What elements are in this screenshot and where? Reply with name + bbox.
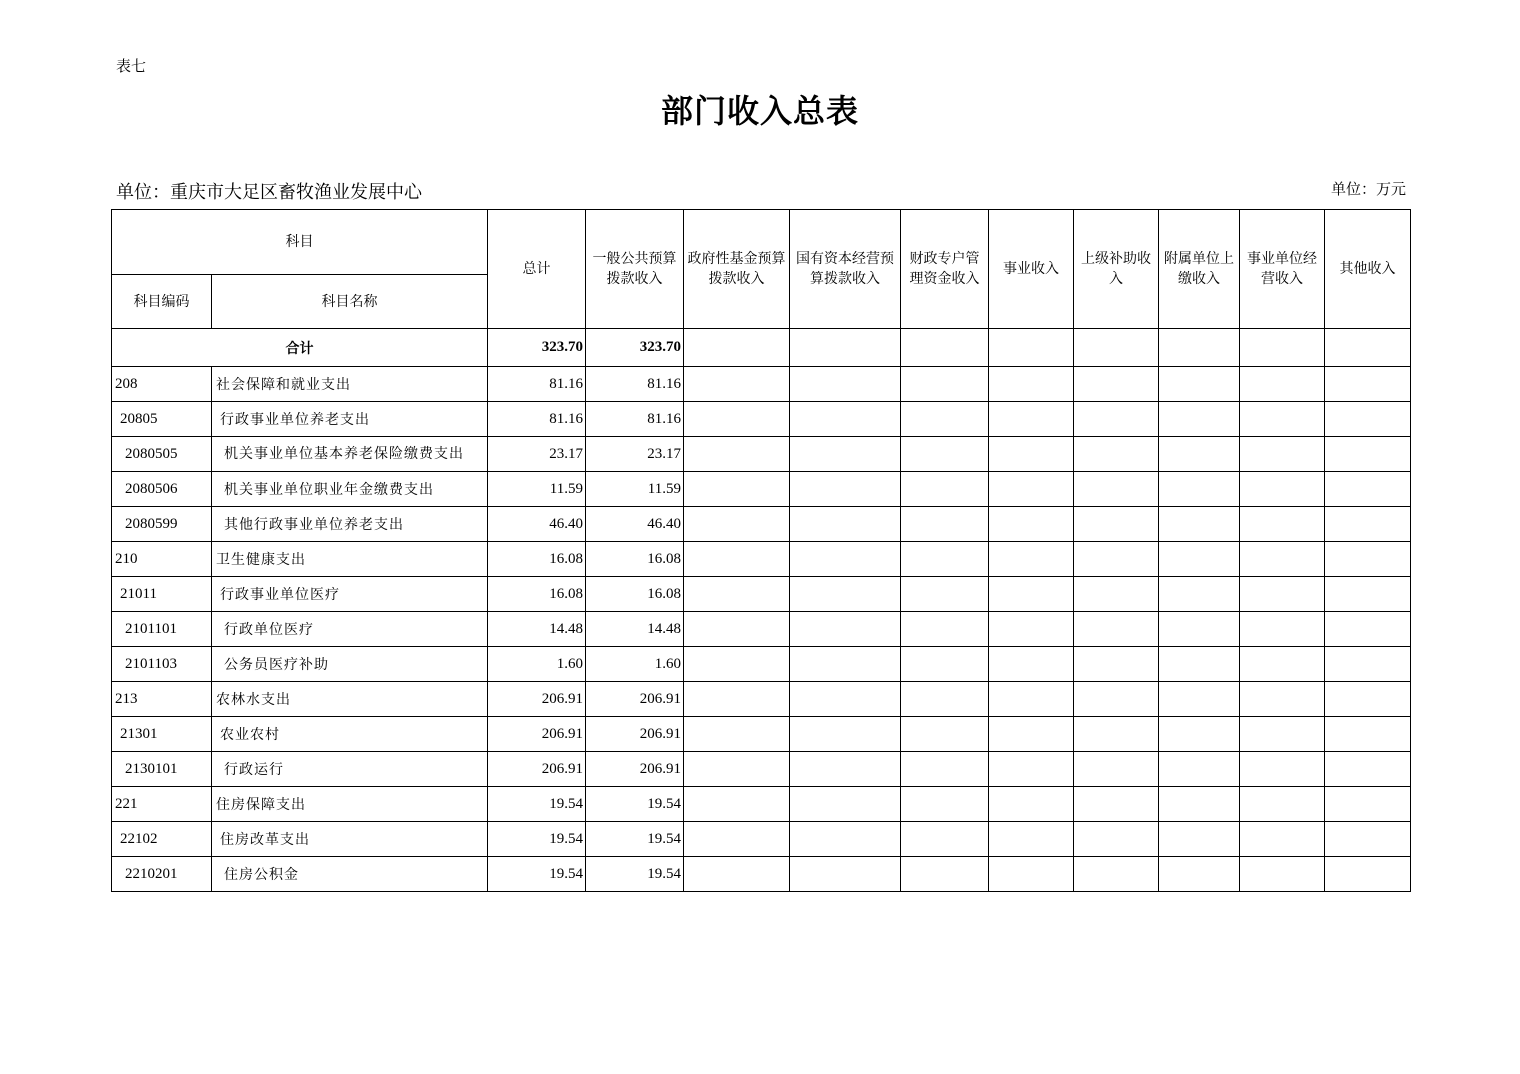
subject-code-cell: 21011 xyxy=(112,577,212,612)
total-amount-cell: 11.59 xyxy=(488,472,586,507)
header-gov-fund: 政府性基金预算拨款收入 xyxy=(684,210,790,329)
empty-cell xyxy=(790,542,901,577)
empty-cell xyxy=(989,402,1074,437)
subject-code-cell: 2080599 xyxy=(112,507,212,542)
empty-cell xyxy=(790,752,901,787)
empty-cell xyxy=(1159,787,1240,822)
subject-code-cell: 210 xyxy=(112,542,212,577)
unit-organization: 单位：重庆市大足区畜牧渔业发展中心 xyxy=(116,182,422,203)
empty-cell xyxy=(901,682,989,717)
empty-cell xyxy=(790,822,901,857)
empty-cell xyxy=(684,857,790,892)
empty-cell xyxy=(684,647,790,682)
empty-cell xyxy=(1325,437,1411,472)
empty-cell xyxy=(1325,472,1411,507)
subject-name-cell: 机关事业单位基本养老保险缴费支出 xyxy=(212,437,488,472)
empty-cell xyxy=(1325,787,1411,822)
general-budget-cell: 19.54 xyxy=(586,787,684,822)
empty-cell xyxy=(1074,857,1159,892)
empty-cell xyxy=(1240,507,1325,542)
empty-cell xyxy=(1240,577,1325,612)
empty-cell xyxy=(1325,717,1411,752)
empty-cell xyxy=(901,787,989,822)
empty-cell xyxy=(901,857,989,892)
empty-cell xyxy=(1159,857,1240,892)
general-budget-cell: 206.91 xyxy=(586,752,684,787)
empty-cell xyxy=(1159,437,1240,472)
empty-cell xyxy=(901,402,989,437)
empty-cell xyxy=(989,787,1074,822)
empty-cell xyxy=(1074,612,1159,647)
subject-code-cell: 2080505 xyxy=(112,437,212,472)
empty-cell xyxy=(1074,682,1159,717)
table-row xyxy=(112,612,1411,647)
subject-name-cell: 行政运行 xyxy=(212,752,488,787)
general-budget-cell: 19.54 xyxy=(586,857,684,892)
empty-cell xyxy=(1240,437,1325,472)
empty-cell xyxy=(989,717,1074,752)
table-row xyxy=(112,472,1411,507)
subject-code-cell: 2130101 xyxy=(112,752,212,787)
empty-cell xyxy=(1325,647,1411,682)
general-budget-cell: 206.91 xyxy=(586,682,684,717)
empty-cell xyxy=(1159,822,1240,857)
empty-cell xyxy=(989,329,1074,367)
subject-name-cell: 住房改革支出 xyxy=(212,822,488,857)
empty-cell xyxy=(1159,577,1240,612)
total-amount-cell: 23.17 xyxy=(488,437,586,472)
general-budget-cell: 46.40 xyxy=(586,507,684,542)
empty-cell xyxy=(790,437,901,472)
table-row xyxy=(112,437,1411,472)
empty-cell xyxy=(684,402,790,437)
empty-cell xyxy=(790,402,901,437)
empty-cell xyxy=(684,612,790,647)
table-row xyxy=(112,367,1411,402)
general-budget-cell: 1.60 xyxy=(586,647,684,682)
empty-cell xyxy=(684,577,790,612)
empty-cell xyxy=(1240,647,1325,682)
empty-cell xyxy=(1240,402,1325,437)
empty-cell xyxy=(1240,367,1325,402)
empty-cell xyxy=(1325,577,1411,612)
empty-cell xyxy=(684,752,790,787)
empty-cell xyxy=(989,612,1074,647)
empty-cell xyxy=(1325,507,1411,542)
page-title: 部门收入总表 xyxy=(660,92,859,130)
empty-cell xyxy=(1074,752,1159,787)
total-amount-cell: 16.08 xyxy=(488,577,586,612)
empty-cell xyxy=(1240,787,1325,822)
table-row xyxy=(112,402,1411,437)
table-row xyxy=(112,787,1411,822)
empty-cell xyxy=(1159,367,1240,402)
total-amount-cell: 206.91 xyxy=(488,752,586,787)
empty-cell xyxy=(1159,647,1240,682)
total-label: 合计 xyxy=(112,329,488,367)
total-amount: 323.70 xyxy=(488,329,586,367)
empty-cell xyxy=(790,367,901,402)
total-amount-cell: 206.91 xyxy=(488,717,586,752)
empty-cell xyxy=(989,437,1074,472)
empty-cell xyxy=(1159,472,1240,507)
subject-name-cell: 行政单位医疗 xyxy=(212,612,488,647)
empty-cell xyxy=(790,329,901,367)
empty-cell xyxy=(1074,647,1159,682)
table-row xyxy=(112,752,1411,787)
general-budget-cell: 19.54 xyxy=(586,822,684,857)
subject-code-cell: 2101101 xyxy=(112,612,212,647)
empty-cell xyxy=(1240,857,1325,892)
empty-cell xyxy=(1325,367,1411,402)
general-budget-cell: 81.16 xyxy=(586,367,684,402)
total-general-budget: 323.70 xyxy=(586,329,684,367)
table-row xyxy=(112,857,1411,892)
empty-cell xyxy=(1159,329,1240,367)
header-business-income: 事业收入 xyxy=(989,210,1074,329)
subject-name-cell: 公务员医疗补助 xyxy=(212,647,488,682)
total-row xyxy=(112,329,1411,367)
general-budget-cell: 23.17 xyxy=(586,437,684,472)
empty-cell xyxy=(901,367,989,402)
subject-code-cell: 20805 xyxy=(112,402,212,437)
general-budget-cell: 11.59 xyxy=(586,472,684,507)
table-row xyxy=(112,577,1411,612)
empty-cell xyxy=(684,472,790,507)
empty-cell xyxy=(989,647,1074,682)
empty-cell xyxy=(1325,682,1411,717)
empty-cell xyxy=(1074,437,1159,472)
header-state-capital: 国有资本经营预算拨款收入 xyxy=(790,210,901,329)
empty-cell xyxy=(989,472,1074,507)
empty-cell xyxy=(901,329,989,367)
empty-cell xyxy=(790,472,901,507)
empty-cell xyxy=(1074,507,1159,542)
empty-cell xyxy=(1240,329,1325,367)
subject-name-cell: 住房保障支出 xyxy=(212,787,488,822)
subject-name-cell: 行政事业单位养老支出 xyxy=(212,402,488,437)
subject-code-cell: 2101103 xyxy=(112,647,212,682)
general-budget-cell: 14.48 xyxy=(586,612,684,647)
empty-cell xyxy=(1240,822,1325,857)
subject-name-cell: 行政事业单位医疗 xyxy=(212,577,488,612)
empty-cell xyxy=(1159,612,1240,647)
empty-cell xyxy=(1159,717,1240,752)
empty-cell xyxy=(1074,329,1159,367)
empty-cell xyxy=(1074,367,1159,402)
general-budget-cell: 16.08 xyxy=(586,542,684,577)
total-amount-cell: 206.91 xyxy=(488,682,586,717)
table-row xyxy=(112,507,1411,542)
general-budget-cell: 81.16 xyxy=(586,402,684,437)
empty-cell xyxy=(790,507,901,542)
empty-cell xyxy=(901,577,989,612)
empty-cell xyxy=(901,437,989,472)
empty-cell xyxy=(684,507,790,542)
subject-code-cell: 2210201 xyxy=(112,857,212,892)
empty-cell xyxy=(1074,472,1159,507)
empty-cell xyxy=(1159,507,1240,542)
total-amount-cell: 19.54 xyxy=(488,857,586,892)
header-total: 总计 xyxy=(488,210,586,329)
empty-cell xyxy=(1074,542,1159,577)
empty-cell xyxy=(790,857,901,892)
table-row xyxy=(112,717,1411,752)
table-row xyxy=(112,822,1411,857)
header-other-income: 其他收入 xyxy=(1325,210,1411,329)
table-body xyxy=(112,329,1411,892)
empty-cell xyxy=(684,367,790,402)
subject-code-cell: 21301 xyxy=(112,717,212,752)
empty-cell xyxy=(684,682,790,717)
empty-cell xyxy=(1325,822,1411,857)
unit-currency: 单位：万元 xyxy=(1330,180,1406,198)
header-general-budget: 一般公共预算拨款收入 xyxy=(586,210,684,329)
subject-name-cell: 农林水支出 xyxy=(212,682,488,717)
general-budget-cell: 206.91 xyxy=(586,717,684,752)
total-amount-cell: 19.54 xyxy=(488,822,586,857)
total-amount-cell: 46.40 xyxy=(488,507,586,542)
empty-cell xyxy=(1159,682,1240,717)
subject-name-cell: 其他行政事业单位养老支出 xyxy=(212,507,488,542)
empty-cell xyxy=(989,507,1074,542)
empty-cell xyxy=(790,612,901,647)
table-row xyxy=(112,542,1411,577)
empty-cell xyxy=(1240,472,1325,507)
empty-cell xyxy=(901,717,989,752)
empty-cell xyxy=(1325,612,1411,647)
table-header xyxy=(112,210,1411,329)
income-summary-table xyxy=(111,209,1411,892)
table-tag: 表七 xyxy=(116,57,147,75)
empty-cell xyxy=(901,612,989,647)
empty-cell xyxy=(684,822,790,857)
empty-cell xyxy=(1325,402,1411,437)
empty-cell xyxy=(1240,717,1325,752)
empty-cell xyxy=(684,717,790,752)
empty-cell xyxy=(1325,329,1411,367)
header-special-account: 财政专户管理资金收入 xyxy=(901,210,989,329)
subject-name-cell: 住房公积金 xyxy=(212,857,488,892)
header-affiliate-remit: 附属单位上缴收入 xyxy=(1159,210,1240,329)
header-subject-code: 科目编码 xyxy=(112,275,212,329)
empty-cell xyxy=(1240,682,1325,717)
empty-cell xyxy=(1240,542,1325,577)
empty-cell xyxy=(989,577,1074,612)
empty-cell xyxy=(1325,857,1411,892)
empty-cell xyxy=(1240,752,1325,787)
empty-cell xyxy=(790,577,901,612)
empty-cell xyxy=(684,437,790,472)
empty-cell xyxy=(790,787,901,822)
empty-cell xyxy=(901,752,989,787)
total-amount-cell: 81.16 xyxy=(488,402,586,437)
empty-cell xyxy=(1159,402,1240,437)
empty-cell xyxy=(790,682,901,717)
empty-cell xyxy=(1074,822,1159,857)
subject-name-cell: 机关事业单位职业年金缴费支出 xyxy=(212,472,488,507)
empty-cell xyxy=(1159,752,1240,787)
empty-cell xyxy=(1074,787,1159,822)
empty-cell xyxy=(989,857,1074,892)
subject-code-cell: 22102 xyxy=(112,822,212,857)
empty-cell xyxy=(989,542,1074,577)
empty-cell xyxy=(901,647,989,682)
empty-cell xyxy=(684,787,790,822)
empty-cell xyxy=(1325,542,1411,577)
subject-name-cell: 卫生健康支出 xyxy=(212,542,488,577)
empty-cell xyxy=(1074,717,1159,752)
empty-cell xyxy=(1240,612,1325,647)
empty-cell xyxy=(1074,577,1159,612)
subject-code-cell: 213 xyxy=(112,682,212,717)
empty-cell xyxy=(989,752,1074,787)
empty-cell xyxy=(989,367,1074,402)
total-amount-cell: 81.16 xyxy=(488,367,586,402)
total-amount-cell: 16.08 xyxy=(488,542,586,577)
table-row xyxy=(112,647,1411,682)
header-subject: 科目 xyxy=(112,210,488,275)
total-amount-cell: 19.54 xyxy=(488,787,586,822)
subject-code-cell: 221 xyxy=(112,787,212,822)
empty-cell xyxy=(901,822,989,857)
empty-cell xyxy=(989,682,1074,717)
table-row xyxy=(112,682,1411,717)
empty-cell xyxy=(684,542,790,577)
empty-cell xyxy=(901,472,989,507)
subject-code-cell: 2080506 xyxy=(112,472,212,507)
empty-cell xyxy=(1074,402,1159,437)
empty-cell xyxy=(989,822,1074,857)
total-amount-cell: 14.48 xyxy=(488,612,586,647)
header-subject-name: 科目名称 xyxy=(212,275,488,329)
empty-cell xyxy=(790,717,901,752)
subject-name-cell: 社会保障和就业支出 xyxy=(212,367,488,402)
total-amount-cell: 1.60 xyxy=(488,647,586,682)
empty-cell xyxy=(1325,752,1411,787)
empty-cell xyxy=(1159,542,1240,577)
empty-cell xyxy=(684,329,790,367)
header-superior-subsidy: 上级补助收入 xyxy=(1074,210,1159,329)
general-budget-cell: 16.08 xyxy=(586,577,684,612)
empty-cell xyxy=(901,507,989,542)
empty-cell xyxy=(790,647,901,682)
empty-cell xyxy=(901,542,989,577)
subject-code-cell: 208 xyxy=(112,367,212,402)
subject-name-cell: 农业农村 xyxy=(212,717,488,752)
header-operation-income: 事业单位经营收入 xyxy=(1240,210,1325,329)
